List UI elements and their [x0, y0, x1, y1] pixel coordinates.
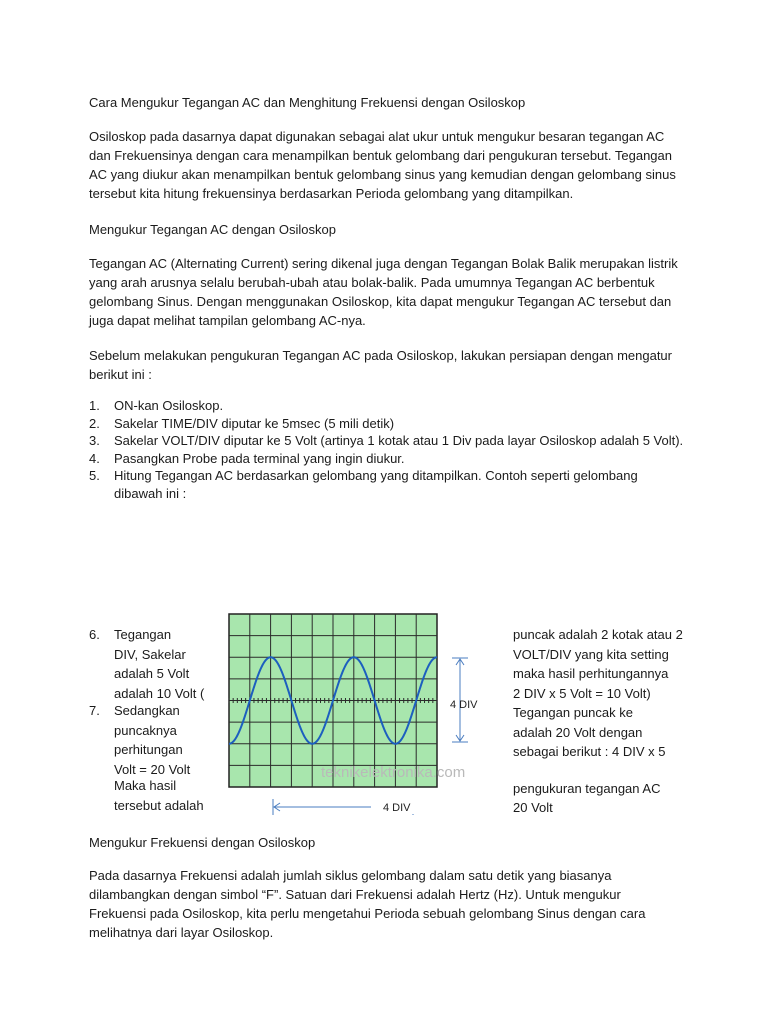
prep-paragraph: Sebelum melakukan pengukuran Tegangan AC pada Osiloskop, lakukan persiapan dengan mengatur berikut ini :	[89, 348, 672, 382]
horizontal-div-label: 4 DIV	[383, 802, 411, 814]
section2-paragraph: Pada dasarnya Frekuensi adalah jumlah siklus gelombang dalam satu detik yang biasanya dilambangkan dengan simbol “F”. Satuan dari Frekuensi adalah Hertz (Hz). Untuk mengukur Frekuensi pada Osiloskop, kita perlu mengetahui Perioda sebuah gelombang Sinus dengan cara melihatnya dari layar Osiloskop.	[89, 868, 646, 940]
list-item: 2. Sakelar TIME/DIV diputar ke 5msec (5 mili detik)	[89, 415, 395, 431]
left-text-column: 6. Tegangan DIV, Sakelar adalah 5 Volt adalah 10 Volt ( 7. Sedangkan puncaknya perhitungan Volt = 20 Volt Maka hasil tersebut adalah	[89, 627, 205, 813]
list-item: 4. Pasangkan Probe pada terminal yang ingin diukur.	[89, 450, 405, 466]
vertical-div-label: 4 DIV	[450, 699, 478, 711]
section2-heading: Mengukur Frekuensi dengan Osiloskop	[89, 835, 316, 850]
list-item: 3. Sakelar VOLT/DIV diputar ke 5 Volt (artinya 1 kotak atau 1 Div pada layar Osiloskop adalah 5 Volt).	[89, 433, 684, 448]
section1-paragraph: Tegangan AC (Alternating Current) sering dikenal juga dengan Tegangan Bolak Balik merupakan listrik yang arah arusnya selalu berubah-ubah atau bolak-balik. Pada umumnya Tegangan AC berbentuk gelombang Sinus. Dengan menggunakan Osiloskop, kita dapat mengukur Tegangan AC tersebut dan juga dapat melihat tampilan gelombang AC-nya.	[89, 256, 678, 328]
list-item: 1. ON-kan Osiloskop.	[89, 398, 224, 413]
steps-list	[89, 397, 699, 502]
right-text-column: puncak adalah 2 kotak atau 2 VOLT/DIV yang kita setting maka hasil perhitungannya 2 DIV x 5 Volt = 10 Volt) Tegangan puncak ke adalah 20 Volt dengan sebagai berikut : 4 DIV x 5 pengukuran tegangan AC 20 Volt	[513, 627, 683, 815]
section1-heading: Mengukur Tegangan AC dengan Osiloskop	[89, 222, 336, 237]
page-title: Cara Mengukur Tegangan AC dan Menghitung Frekuensi dengan Osiloskop	[89, 95, 526, 110]
watermark: teknikelektronika.com	[321, 764, 466, 781]
oscilloscope-figure	[228, 613, 513, 821]
intro-paragraph: Osiloskop pada dasarnya dapat digunakan sebagai alat ukur untuk mengukur besaran tegangan AC dan Frekuensinya dengan cara menampilkan bentuk gelombang dari pengukuran tersebut. Tegangan AC yang diukur akan menampilkan bentuk gelombang sinus yang kemudian dengan gelombang sinus tersebut kita hitung frekuensinya berdasarkan Perioda gelombang yang ditampilkan.	[89, 129, 676, 201]
list-item: 5. Hitung Tegangan AC berdasarkan gelombang yang ditampilkan. Contoh seperti gelombang dibawah ini :	[89, 468, 638, 501]
